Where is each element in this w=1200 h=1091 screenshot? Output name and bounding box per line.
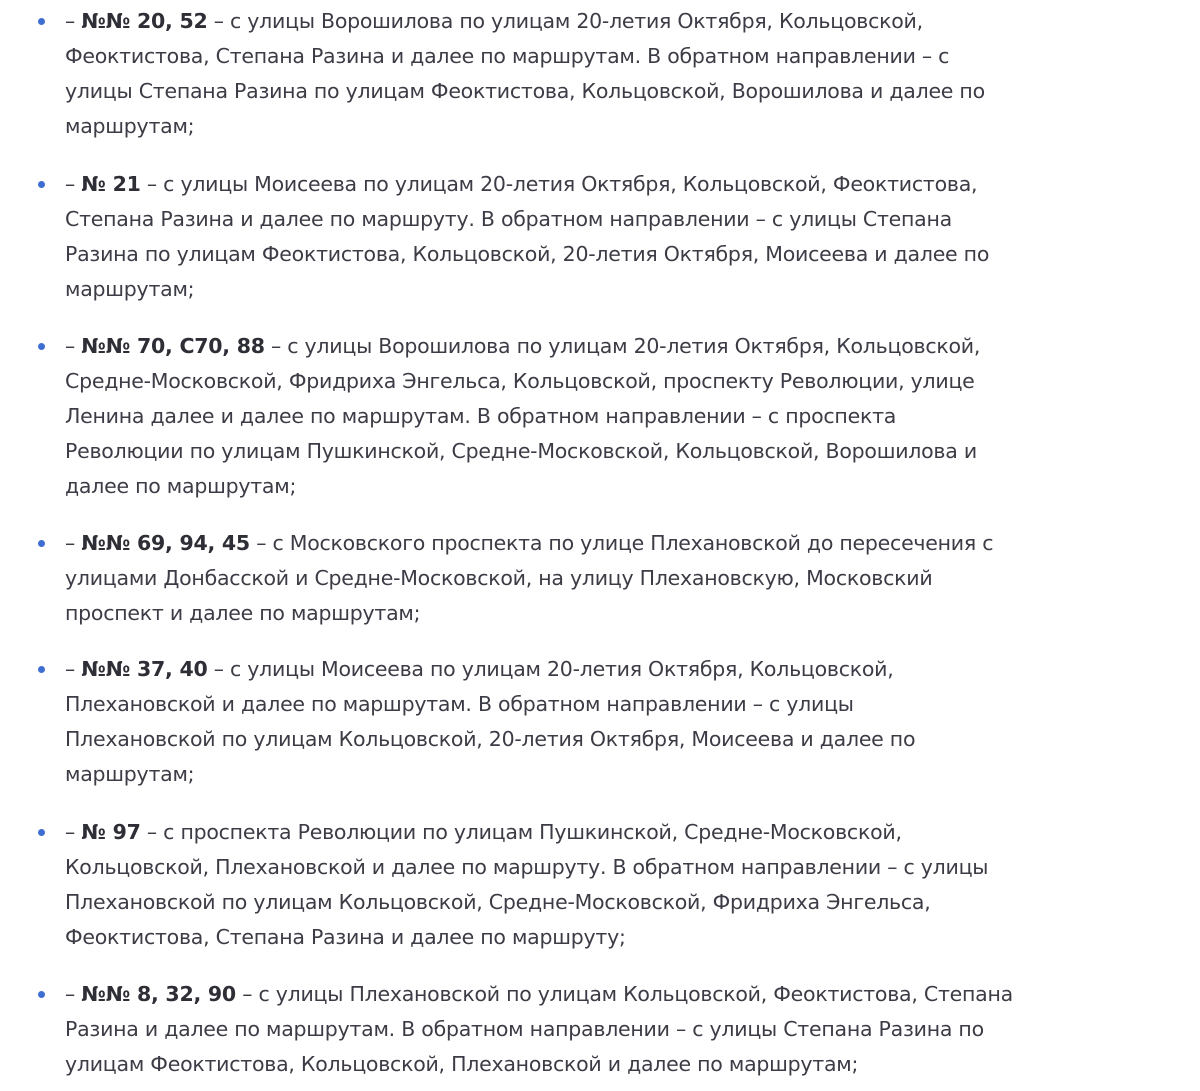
text-segment: – с улицы Моисеева по улицам 20-летия Октября, Кольцовской, Феоктистова, <box>140 172 978 196</box>
text-segment: – с улицы Плехановской по улицам Кольцовской, Феоктистова, Степана <box>235 982 1013 1006</box>
dash: – <box>65 172 82 196</box>
bullet-icon <box>38 829 45 836</box>
text-line: Ленина далее и далее по маршрутам. В обратном направлении – с проспекта <box>65 403 897 428</box>
text-line: проспект и далее по маршрутам; <box>65 600 421 625</box>
route-number: №№ 70, С70, 88 <box>81 334 265 358</box>
bullet-icon <box>38 181 45 188</box>
text-segment: – с улицы Ворошилова по улицам 20-летия Октября, Кольцовской, <box>264 334 981 358</box>
dash: – <box>65 820 82 844</box>
text-line: Плехановской и далее по маршрутам. В обратном направлении – с улицы <box>65 691 854 716</box>
text-line: маршрутам; <box>65 276 195 301</box>
route-text <box>65 167 1165 307</box>
text-line: улицам Феоктистова, Кольцовской, Плехановской и далее по маршрутам; <box>65 1051 859 1076</box>
route-text <box>65 652 1165 792</box>
text-line: Средне-Московской, Фридриха Энгельса, Кольцовской, проспекту Революции, улице <box>65 368 975 393</box>
route-number: № 21 <box>81 172 141 196</box>
text-line <box>65 167 1165 202</box>
dash: – <box>65 657 82 681</box>
route-number: №№ 20, 52 <box>81 9 208 33</box>
text-line: маршрутам; <box>65 113 195 138</box>
route-text <box>65 526 1165 631</box>
text-segment: – с Московского проспекта по улице Плехановской до пересечения с <box>249 531 994 555</box>
route-number: №№ 37, 40 <box>81 657 208 681</box>
dash: – <box>65 9 82 33</box>
route-text <box>65 815 1165 955</box>
bullet-icon <box>38 343 45 350</box>
dash: – <box>65 982 82 1006</box>
text-segment: – с улицы Ворошилова по улицам 20-летия Октября, Кольцовской, <box>207 9 923 33</box>
route-number: №№ 69, 94, 45 <box>81 531 250 555</box>
text-line: Разина по улицам Феоктистова, Кольцовской, 20-летия Октября, Моисеева и далее по <box>65 241 990 266</box>
text-line: далее по маршрутам; <box>65 473 297 498</box>
dash: – <box>65 334 82 358</box>
bullet-icon <box>38 540 45 547</box>
text-line <box>65 4 1165 39</box>
text-line: Плехановской по улицам Кольцовской, 20-летия Октября, Моисеева и далее по <box>65 726 916 751</box>
text-line: Революции по улицам Пушкинской, Средне-Московской, Кольцовской, Ворошилова и <box>65 438 977 463</box>
text-line <box>65 526 1165 561</box>
text-line: Феоктистова, Степана Разина и далее по маршрутам. В обратном направлении – с <box>65 43 950 68</box>
text-line <box>65 329 1165 364</box>
text-line <box>65 815 1165 850</box>
route-text <box>65 4 1165 144</box>
text-line: маршрутам; <box>65 761 195 786</box>
text-line <box>65 652 1165 687</box>
dash: – <box>65 531 82 555</box>
bullet-icon <box>38 666 45 673</box>
route-text <box>65 977 1165 1082</box>
route-text <box>65 329 1165 504</box>
route-number: № 97 <box>81 820 141 844</box>
bullet-icon <box>38 991 45 998</box>
text-line: Феоктистова, Степана Разина и далее по маршруту; <box>65 924 626 949</box>
bullet-icon <box>38 18 45 25</box>
text-line: Разина и далее по маршрутам. В обратном направлении – с улицы Степана Разина по <box>65 1016 984 1041</box>
text-line: Кольцовской, Плехановской и далее по маршруту. В обратном направлении – с улицы <box>65 854 989 879</box>
text-line: улицами Донбасской и Средне-Московской, на улицу Плехановскую, Московский <box>65 565 933 590</box>
text-line: Степана Разина и далее по маршруту. В обратном направлении – с улицы Степана <box>65 206 952 231</box>
text-line <box>65 977 1165 1012</box>
text-line: Плехановской по улицам Кольцовской, Средне-Московской, Фридриха Энгельса, <box>65 889 931 914</box>
route-number: №№ 8, 32, 90 <box>81 982 236 1006</box>
text-segment: – с улицы Моисеева по улицам 20-летия Октября, Кольцовской, <box>207 657 894 681</box>
text-line: улицы Степана Разина по улицам Феоктистова, Кольцовской, Ворошилова и далее по <box>65 78 985 103</box>
text-segment: – с проспекта Революции по улицам Пушкинской, Средне-Московской, <box>140 820 902 844</box>
